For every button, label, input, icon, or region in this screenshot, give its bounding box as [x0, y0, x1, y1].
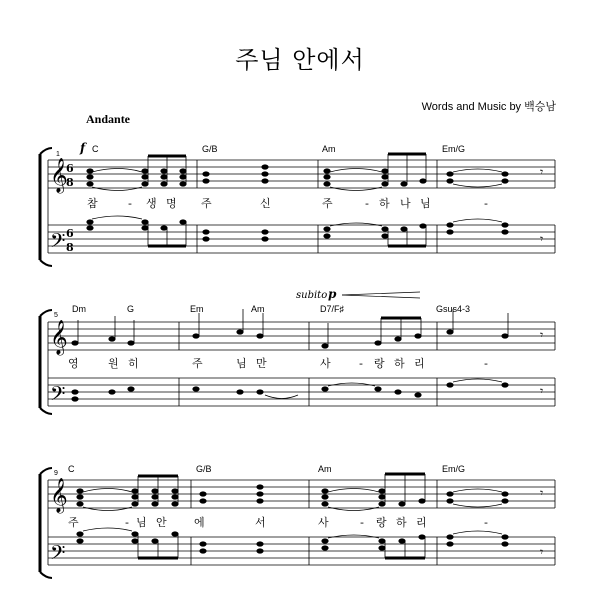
composer-credit: Words and Music by 백승남	[421, 101, 556, 113]
chord-symbol: Em/G	[442, 144, 466, 154]
chord-symbol: Am	[322, 144, 336, 154]
chord-symbol: G/B	[202, 144, 218, 154]
treble-clef-icon: 𝄞	[50, 478, 68, 513]
chord-symbol: Am	[251, 304, 265, 314]
chord-symbol: Am	[318, 464, 332, 474]
chord-symbol: D7/F♯	[320, 304, 345, 314]
svg-text:-: -	[360, 516, 364, 529]
bass-clef-icon: 𝄢	[50, 382, 66, 410]
svg-text:나: 나	[400, 197, 411, 210]
svg-text:하: 하	[396, 516, 407, 529]
bass-notes	[76, 531, 508, 553]
system-2	[40, 287, 555, 414]
measure-number: 5	[54, 312, 58, 319]
svg-text:랑: 랑	[374, 357, 385, 370]
diminuendo-hairpin	[342, 292, 420, 298]
svg-text:-: -	[359, 357, 363, 370]
svg-text:하: 하	[379, 197, 390, 210]
svg-text:명: 명	[166, 197, 177, 210]
chord-symbol: Em	[190, 304, 204, 314]
dynamic-marking: p	[328, 287, 337, 301]
svg-text:-: -	[484, 516, 488, 529]
svg-text:𝄾: 𝄾	[540, 486, 544, 500]
measure-number: 9	[54, 470, 58, 477]
svg-text:-: -	[128, 197, 132, 210]
treble-notes	[86, 164, 508, 186]
svg-text:하: 하	[394, 357, 405, 370]
system-3	[40, 464, 555, 578]
time-sig-bottom: 8	[66, 241, 74, 254]
chord-symbol: Em/G	[442, 464, 466, 474]
svg-text:만: 만	[256, 357, 267, 370]
svg-text:님: 님	[236, 357, 247, 370]
time-sig-bottom: 8	[66, 176, 74, 189]
svg-text:주: 주	[68, 516, 79, 529]
svg-text:리: 리	[414, 357, 425, 370]
expression-text: subito	[296, 290, 328, 301]
svg-text:서: 서	[255, 516, 266, 529]
svg-text:사: 사	[318, 516, 329, 529]
svg-text:-: -	[125, 516, 129, 529]
chord-symbol: G	[127, 304, 135, 314]
treble-notes	[71, 329, 508, 348]
svg-text:𝄾: 𝄾	[540, 545, 544, 559]
svg-text:-: -	[484, 357, 488, 370]
bass-notes	[86, 219, 508, 241]
svg-text:님: 님	[136, 516, 147, 529]
tempo-marking: Andante	[86, 112, 131, 126]
measure-number: 1	[56, 151, 60, 158]
svg-text:𝄾: 𝄾	[540, 328, 544, 342]
svg-text:안: 안	[156, 516, 167, 529]
svg-text:사: 사	[320, 357, 331, 370]
svg-text:랑: 랑	[376, 516, 387, 529]
lyrics-line-2	[68, 356, 488, 370]
chord-symbol: C	[68, 464, 75, 474]
chord-symbol: C	[92, 144, 99, 154]
chord-symbol: Gsus4-3	[436, 304, 471, 314]
svg-text:영: 영	[68, 357, 79, 370]
bass-clef-icon: 𝄢	[50, 541, 66, 569]
svg-text:신: 신	[260, 197, 271, 210]
time-sig-top: 6	[66, 162, 74, 175]
svg-text:𝄾: 𝄾	[540, 165, 544, 179]
chord-symbol: G/B	[196, 464, 212, 474]
svg-text:𝄾: 𝄾	[540, 232, 544, 246]
dynamic-marking: f	[80, 141, 86, 155]
svg-text:주: 주	[322, 197, 333, 210]
treble-clef-icon: 𝄞	[50, 158, 68, 193]
treble-clef-icon: 𝄞	[50, 320, 68, 355]
svg-text:-: -	[365, 197, 369, 210]
svg-text:참: 참	[87, 197, 98, 210]
svg-text:𝄾: 𝄾	[540, 384, 544, 398]
song-title: 주님 안에서	[235, 46, 365, 74]
svg-text:히: 히	[128, 357, 139, 370]
svg-text:-: -	[484, 197, 488, 210]
lyrics-line-3	[68, 515, 488, 529]
lyrics-line-1	[87, 196, 488, 210]
bass-clef-icon: 𝄢	[50, 229, 66, 257]
svg-text:원: 원	[108, 357, 119, 370]
chord-symbol: Dm	[72, 304, 86, 314]
svg-text:님: 님	[420, 197, 431, 210]
time-sig-top: 6	[66, 227, 74, 240]
system-1	[40, 141, 555, 266]
svg-text:에: 에	[194, 516, 205, 529]
treble-notes	[76, 484, 508, 506]
svg-text:주: 주	[201, 197, 212, 210]
svg-text:주: 주	[192, 357, 203, 370]
svg-text:리: 리	[416, 516, 427, 529]
svg-text:생: 생	[146, 197, 157, 210]
